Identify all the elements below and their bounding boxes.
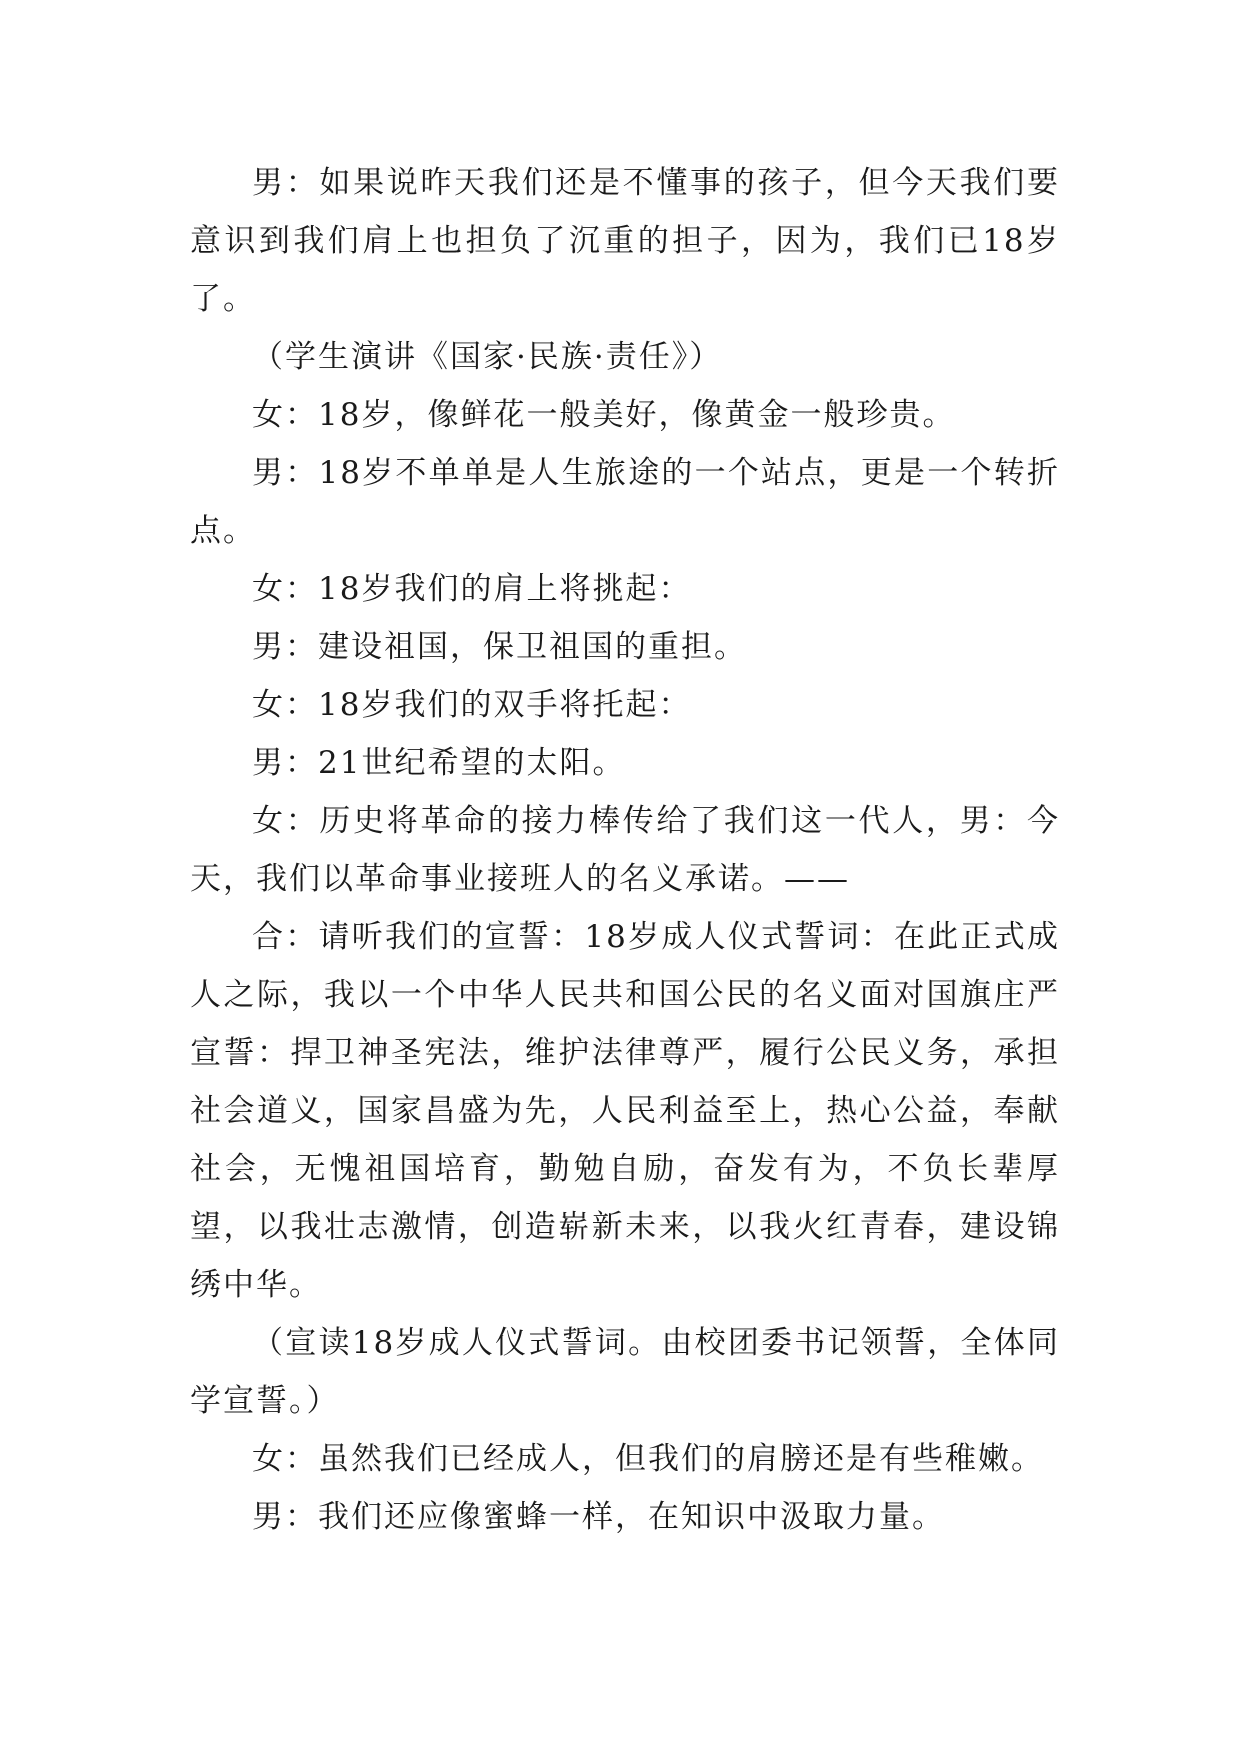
paragraph: 男：如果说昨天我们还是不懂事的孩子，但今天我们要意识到我们肩上也担负了沉重的担子，因为，我们已18岁了。: [190, 165, 1060, 317]
paragraph: 男：建设祖国，保卫祖国的重担。: [252, 629, 747, 665]
paragraph: 女：虽然我们已经成人，但我们的肩膀还是有些稚嫩。: [252, 1441, 1044, 1477]
paragraph: 女：历史将革命的接力棒传给了我们这一代人，男：今天，我们以革命事业接班人的名义承诺。——: [190, 803, 1060, 897]
paragraph: 女：18岁，像鲜花一般美好，像黄金一般珍贵。: [252, 397, 956, 433]
paragraph: （宣读18岁成人仪式誓词。由校团委书记领誓，全体同学宣誓。）: [190, 1325, 1060, 1419]
paragraph: （学生演讲《国家·民族·责任》）: [252, 339, 723, 375]
paragraph: 合：请听我们的宣誓：18岁成人仪式誓词：在此正式成人之际，我以一个中华人民共和国公民的名义面对国旗庄严宣誓：捍卫神圣宪法，维护法律尊严，履行公民义务，承担社会道义，国家昌盛为先，人民利益至上，热心公益，奉献社会，无愧祖国培育，勤勉自励，奋发有为，不负长辈厚望，以我壮志激情，创造崭新未来，以我火红青春，建设锦绣中华。: [190, 919, 1060, 1303]
document-body: [190, 154, 1060, 1546]
paragraph: 男：18岁不单单是人生旅途的一个站点，更是一个转折点。: [190, 455, 1060, 549]
paragraph: 女：18岁我们的肩上将挑起：: [252, 571, 692, 607]
paragraph: 男：我们还应像蜜蜂一样，在知识中汲取力量。: [252, 1499, 945, 1535]
paragraph: 男：21世纪希望的太阳。: [252, 745, 626, 781]
paragraph: 女：18岁我们的双手将托起：: [252, 687, 692, 723]
